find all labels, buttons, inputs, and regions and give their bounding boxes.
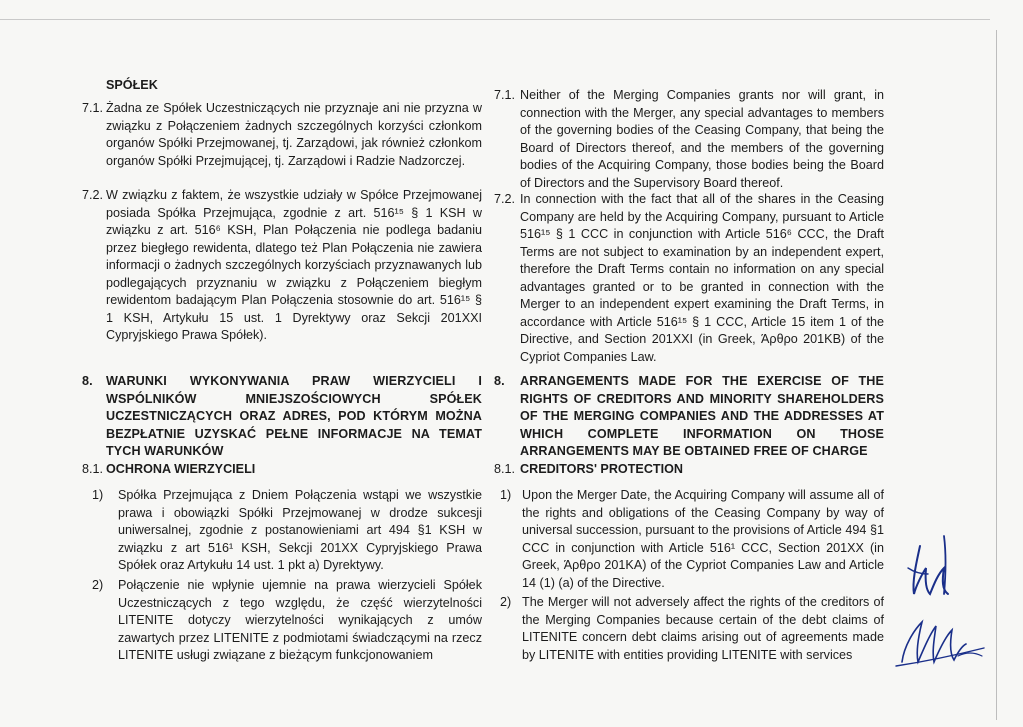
list-marker: 1) (500, 488, 512, 502)
subsection-number: 8.1. (494, 462, 516, 476)
section-number: 8. (494, 374, 505, 388)
subsection-8-1-en (494, 461, 884, 479)
list-marker: 2) (92, 578, 104, 592)
list-marker: 1) (92, 488, 104, 502)
paragraph-text: In connection with the fact that all of the shares in the Ceasing Company are held by the Acquiring Company, pursuant to Article 516¹⁵ § 1 CCC in conjunction with Article 516⁶ CCC, the Draft Terms are not subject to examination by an independent expert, therefore the Draft Terms contain no information on any special advantages granted or to be granted in connection with the Merger to an independent expert examining the Draft Terms, in accordance with Article 516¹⁵ § 1 CCC, Article 15 item 1 of the Directive, and Section 201XXI (in Greek, Άρθρο 201KB) of the Cypriot Companies Law. (520, 192, 884, 364)
paragraph-text: Żadna ze Spółek Uczestniczących nie przyznaje ani nie przyzna w związku z Połączeniem żadnych szczególnych korzyści członkom organów Spółki Przejmowanej, tj. Zarządowi, jak również członkom organów Spółki Przejmującej, tj. Zarządowi i Radzie Nadzorczej. (106, 101, 482, 168)
paragraph-number: 7.1. (494, 88, 516, 102)
paragraph-7-1-pl (82, 100, 482, 170)
section-8-heading-en (494, 373, 884, 461)
list-item-text: Spółka Przejmująca z Dniem Połączenia wstąpi we wszystkie prawa i obowiązki Spółki Przejmowanej w drodze sukcesji uniwersalnej, zgodnie z postanowieniami art 494 §1 KSH w związku z art 516¹ KSH, Sekcji 201XX Cypryjskiego Prawa Spółek oraz Artykułu 14 ust. 1 pkt a) Dyrektywy. (118, 488, 482, 572)
subsection-title: CREDITORS' PROTECTION (520, 462, 683, 476)
section-title: WARUNKI WYKONYWANIA PRAW WIERZYCIELI I WSPÓLNIKÓW MNIEJSZOŚCIOWYCH SPÓŁEK UCZESTNICZĄCYCH ORAZ ADRES, POD KTÓRYM MOŻNA BEZPŁATNIE UZYSKAĆ PEŁNE INFORMACJE NA TEMAT TYCH WARUNKÓW (106, 374, 482, 458)
section-title: ARRANGEMENTS MADE FOR THE EXERCISE OF THE RIGHTS OF CREDITORS AND MINORITY SHAREHOLDERS OF THE MERGING COMPANIES AND THE ADDRESSES AT WHICH COMPLETE INFORMATION ON THOSE ARRANGEMENTS MAY BE OBTAINED FREE OF CHARGE (520, 374, 884, 458)
list-item-1-pl (92, 487, 482, 575)
section-number: 8. (82, 374, 93, 388)
paragraph-7-2-pl (82, 187, 482, 345)
paragraph-text: W związku z faktem, że wszystkie udziały w Spółce Przejmowanej posiada Spółka Przejmująca, zgodnie z art. 516¹⁵ § 1 KSH w związku z art. 516⁶ KSH, Plan Połączenia nie podlega badaniu przez biegłego rewidenta, dlatego też Plan Połączenia nie zawiera informacji o żadnych szczególnych korzyściach przyznawanych lub podlegających przyznaniu w związku z Połączeniem biegłym rewidentom badającym Plan Połączenia stosownie do art. 516¹⁵ § 1 KSH, Artykułu 15 ust. 1 Dyrektywy oraz Sekcji 201XXI Cypryjskiego Prawa Spółek). (106, 188, 482, 342)
scan-edge-right (996, 30, 997, 720)
list-item-text: The Merger will not adversely affect the rights of the creditors of the Merging Companies because certain of the debt claims of LITENITE concern debt claims arising out of agreements made by LITENITE with entities providing LITENITE with services (522, 595, 884, 662)
scan-edge-top (0, 19, 990, 20)
subsection-title: OCHRONA WIERZYCIELI (106, 462, 256, 476)
paragraph-number: 7.1. (82, 101, 104, 115)
paragraph-number: 7.2. (494, 192, 516, 206)
section-8-heading-pl (82, 373, 482, 461)
list-item-text: Upon the Merger Date, the Acquiring Company will assume all of the rights and obligations of the Ceasing Company by way of universal succession, pursuant to the provisions of Article 494 §1 CCC in conjunction with Article 516¹ CCC, Section 201XX (in Greek, Άρθρο 201KA) of the Cypriot Companies Law and Article 14 (1) (a) of the Directive. (522, 488, 884, 590)
paragraph-7-1-en (494, 87, 884, 192)
list-item-1-en (500, 487, 884, 592)
list-item-2-en (500, 594, 884, 664)
list-item-2-pl (92, 577, 482, 665)
subsection-8-1-pl (82, 461, 482, 479)
paragraph-7-2-en (494, 191, 884, 366)
paragraph-text: Neither of the Merging Companies grants nor will grant, in connection with the Merger, any special advantages to members of the governing bodies of the Ceasing Company, that being the Board of Directors thereof, and the members of the governing bodies of the Acquiring Company, those bodies being the Board of Directors and the Supervisory Board thereof. (520, 88, 884, 190)
subsection-number: 8.1. (82, 462, 104, 476)
initials-signature-upper (900, 528, 960, 600)
paragraph-number: 7.2. (82, 188, 104, 202)
list-item-text: Połączenie nie wpłynie ujemnie na prawa wierzycieli Spółek Uczestniczących z tego względu, że część wierzytelności LITENITE dotyczy wierzytelności wynikających z umów zawartych przez LITENITE z podmiotami świadczącymi na rzecz LITENITE usługi związane z bieżącym funkcjonowaniem (118, 578, 482, 662)
section-heading-continued: SPÓŁEK (106, 78, 158, 92)
signature-lower (892, 612, 988, 670)
list-marker: 2) (500, 595, 512, 609)
